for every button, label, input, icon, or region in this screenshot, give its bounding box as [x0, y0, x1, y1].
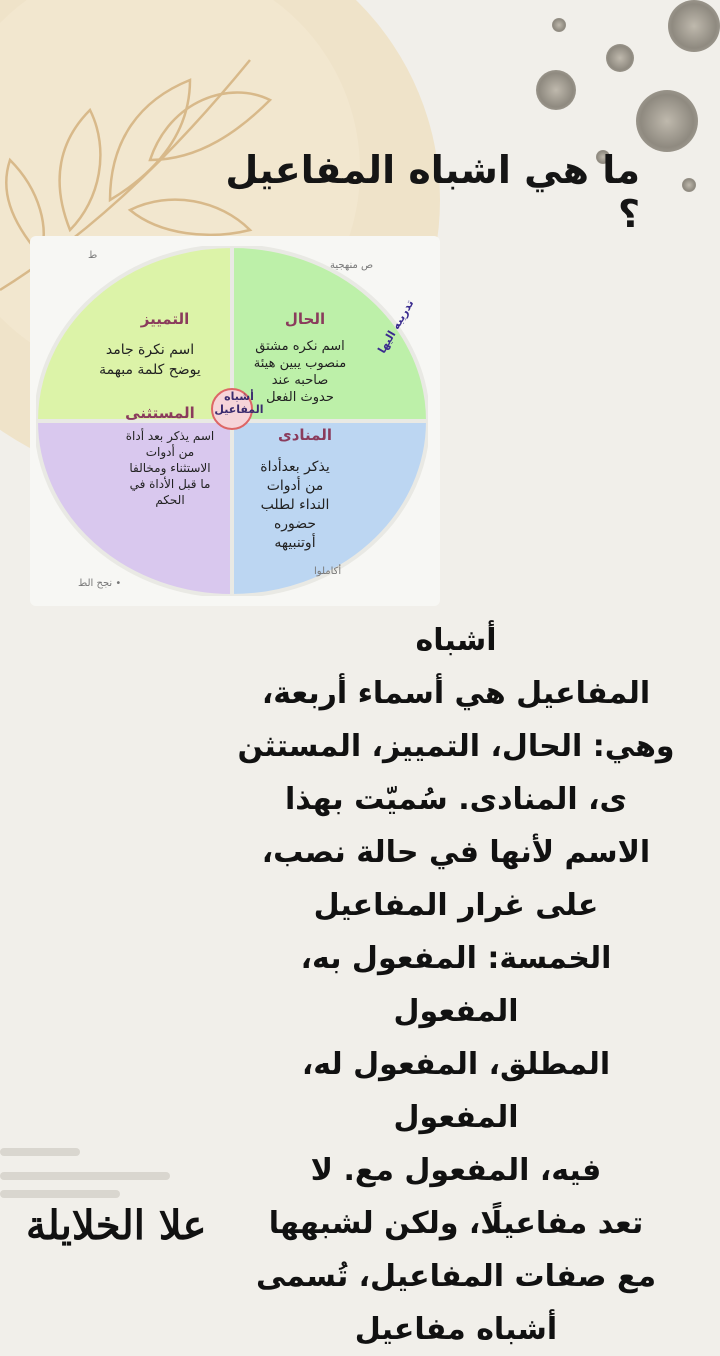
- quadrant-text-munada: يذكر بعدأداة من أدوات النداء لطلب حضوره أوتنبيهه: [260, 459, 330, 551]
- text-line: المفاعيل هي أسماء أربعة،: [261, 676, 651, 711]
- text-line: أشباه مفاعيل: [354, 1312, 558, 1347]
- decor-dot: [668, 0, 720, 52]
- decor-dot: [536, 70, 576, 110]
- quadrant-title-hal: الحال: [284, 310, 326, 328]
- text-line: الاسم لأنها في حالة نصب،: [261, 835, 651, 870]
- center-label: أشباه المفاعيل: [214, 390, 264, 416]
- text-line: أشباه: [415, 623, 497, 658]
- decor-dot: [552, 18, 566, 32]
- quadrant-text-hal: اسم نكره مشتق منصوب يبين هيئة صاحبه عند حدوث الفعل: [253, 339, 347, 405]
- quadrant-text-mustathna: اسم يذكر بعد أداة من أدوات الاستثناء ومخالفا ما قبل الأداة في الحكم: [125, 429, 215, 507]
- text-line: ى، المنادى. سُميّت بهذا: [285, 782, 627, 817]
- author-signature: علا الخلايلة: [26, 1202, 207, 1249]
- side-label: • نجح الط: [78, 578, 122, 589]
- text-line: المطلق، المفعول له، المفعول: [301, 1047, 611, 1135]
- quadrant-title-mustathna: المستثنى: [125, 404, 195, 422]
- side-label: ط: [88, 250, 98, 261]
- quadrant-title-tamyiz: التمييز: [140, 310, 190, 328]
- decor-streak: [0, 1190, 120, 1198]
- decor-streak: [0, 1172, 170, 1180]
- quadrant-text-tamyiz: اسم نكرة جامد يوضح كلمة مبهمة: [99, 342, 201, 378]
- quadrant-title-munada: المنادى: [277, 426, 333, 444]
- decor-dot: [682, 178, 696, 192]
- text-line: على غرار المفاعيل: [313, 888, 599, 923]
- decor-dot: [606, 44, 634, 72]
- side-label: أكاملوا: [314, 566, 342, 577]
- decor-streak: [0, 1148, 80, 1156]
- text-line: وهي: الحال، التمييز، المستثن: [237, 729, 675, 764]
- page-title: ما هي اشباه المفاعيل ؟: [225, 148, 640, 236]
- decor-dot: [636, 90, 698, 152]
- text-line: تعد مفاعيلًا، ولكن لشبهها: [268, 1206, 644, 1241]
- text-line: فيه، المفعول مع. لا: [310, 1153, 602, 1188]
- side-label: ص منهجية: [330, 260, 374, 271]
- arc-label: تدريبه اليها: [375, 297, 417, 356]
- explanation-text: [236, 614, 676, 1356]
- text-line: مع صفات المفاعيل، تُسمى: [255, 1259, 657, 1294]
- text-line: الخمسة: المفعول به، المفعول: [300, 941, 612, 1029]
- quadrant-tamyiz: [36, 246, 232, 421]
